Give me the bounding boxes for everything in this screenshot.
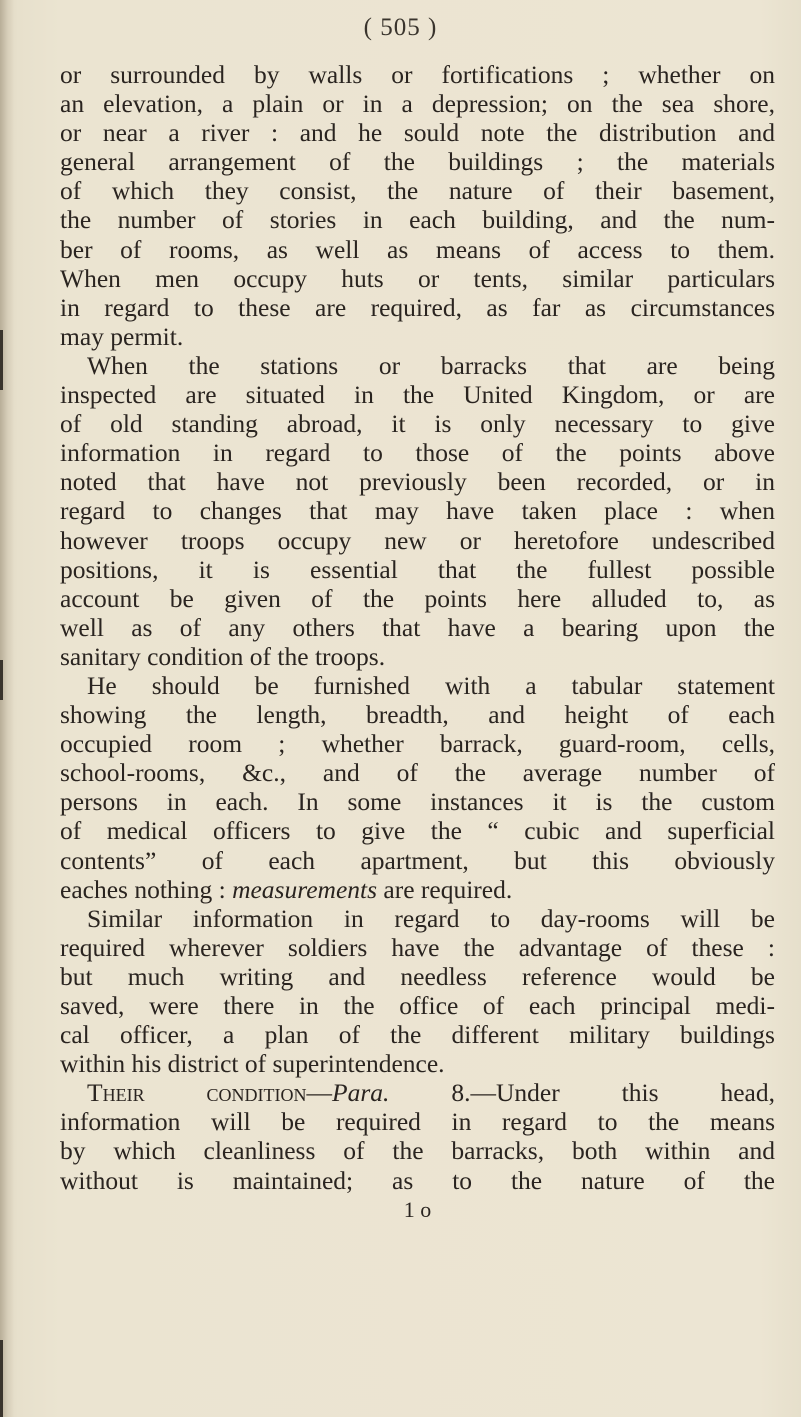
para-reference: Para. — [332, 1078, 390, 1108]
text-line: without is maintained; as to the nature of the — [60, 1165, 775, 1195]
text-line: Similar information in regard to day-rooms will be — [87, 903, 775, 933]
text-line: an elevation, a plain or in a depression; on the sea shore, — [60, 89, 775, 119]
text-line: the number of stories in each building, and the num- — [60, 205, 775, 235]
signature-mark: 1 o — [403, 1196, 432, 1222]
text-line: of old standing abroad, it is only necessary to give — [60, 409, 775, 439]
text-line: ber of rooms, as well as means of access to them. — [60, 234, 775, 264]
text-line — [60, 875, 775, 904]
section-heading: Their condition — [87, 1078, 307, 1108]
text-line: cal officer, a plan of the different military buildings — [60, 1020, 775, 1050]
text-line: or surrounded by walls or fortifications ; whether on — [60, 60, 775, 89]
binding-edge-mark — [0, 1340, 3, 1417]
text-line: positions, it is essential that the fullest possible — [60, 554, 775, 584]
text-line: showing the length, breadth, and height of each — [60, 700, 775, 730]
text-line: occupied room ; whether barrack, guard-room, cells, — [60, 729, 775, 759]
text-run: 8.—Under this head, — [451, 1078, 775, 1108]
text-line: noted that have not previously been recorded, or in — [60, 467, 775, 497]
text-line: or near a river : and he sould note the distribution and — [60, 118, 775, 148]
page-number-header: ( 505 ) — [363, 14, 438, 41]
binding-edge-mark — [0, 330, 3, 390]
body-text — [60, 60, 775, 1224]
text-run: are required. — [383, 874, 513, 904]
text-line — [60, 1078, 775, 1107]
text-line: contents” of each apartment, but this obviously — [60, 845, 775, 875]
text-line: inspected are situated in the United Kingdom, or are — [60, 380, 775, 410]
text-line: but much writing and needless reference would be — [60, 961, 775, 991]
text-line: information in regard to those of the points above — [60, 438, 775, 468]
text-line: school-rooms, &c., and of the average number of — [60, 758, 775, 788]
text-line: general arrangement of the buildings ; the materials — [60, 147, 775, 177]
italic-text-run: measurements — [232, 874, 378, 904]
binding-shadow — [0, 0, 14, 1417]
text-line: He should be furnished with a tabular statement — [87, 670, 775, 700]
text-line: well as of any others that have a bearing upon the — [60, 612, 775, 642]
text-line: When men occupy huts or tents, similar particulars — [60, 263, 775, 293]
binding-edge-mark — [0, 660, 3, 700]
text-line: of which they consist, the nature of their basement, — [60, 176, 775, 206]
text-line: of medical officers to give the “ cubic and superficial — [60, 816, 775, 846]
text-line: by which cleanliness of the barracks, both within and — [60, 1136, 775, 1166]
text-line: required wherever soldiers have the advantage of these : — [60, 932, 775, 962]
em-dash: — — [306, 1078, 333, 1108]
text-line: however troops occupy new or heretofore undescribed — [60, 525, 775, 555]
text-run: eaches nothing : — [60, 874, 226, 904]
text-line: information will be required in regard to the means — [60, 1107, 775, 1137]
text-line: sanitary condition of the troops. — [60, 641, 386, 671]
text-line: persons in each. In some instances it is the custom — [60, 787, 775, 817]
text-line: saved, were there in the office of each principal medi- — [60, 991, 775, 1020]
text-line: within his district of superintendence. — [60, 1049, 445, 1079]
text-line: may permit. — [60, 321, 184, 351]
text-line: account be given of the points here alluded to, as — [60, 583, 775, 613]
text-line: When the stations or barracks that are being — [87, 350, 775, 380]
text-line: regard to changes that may have taken place : when — [60, 496, 775, 526]
text-line: in regard to these are required, as far as circumstances — [60, 292, 775, 322]
